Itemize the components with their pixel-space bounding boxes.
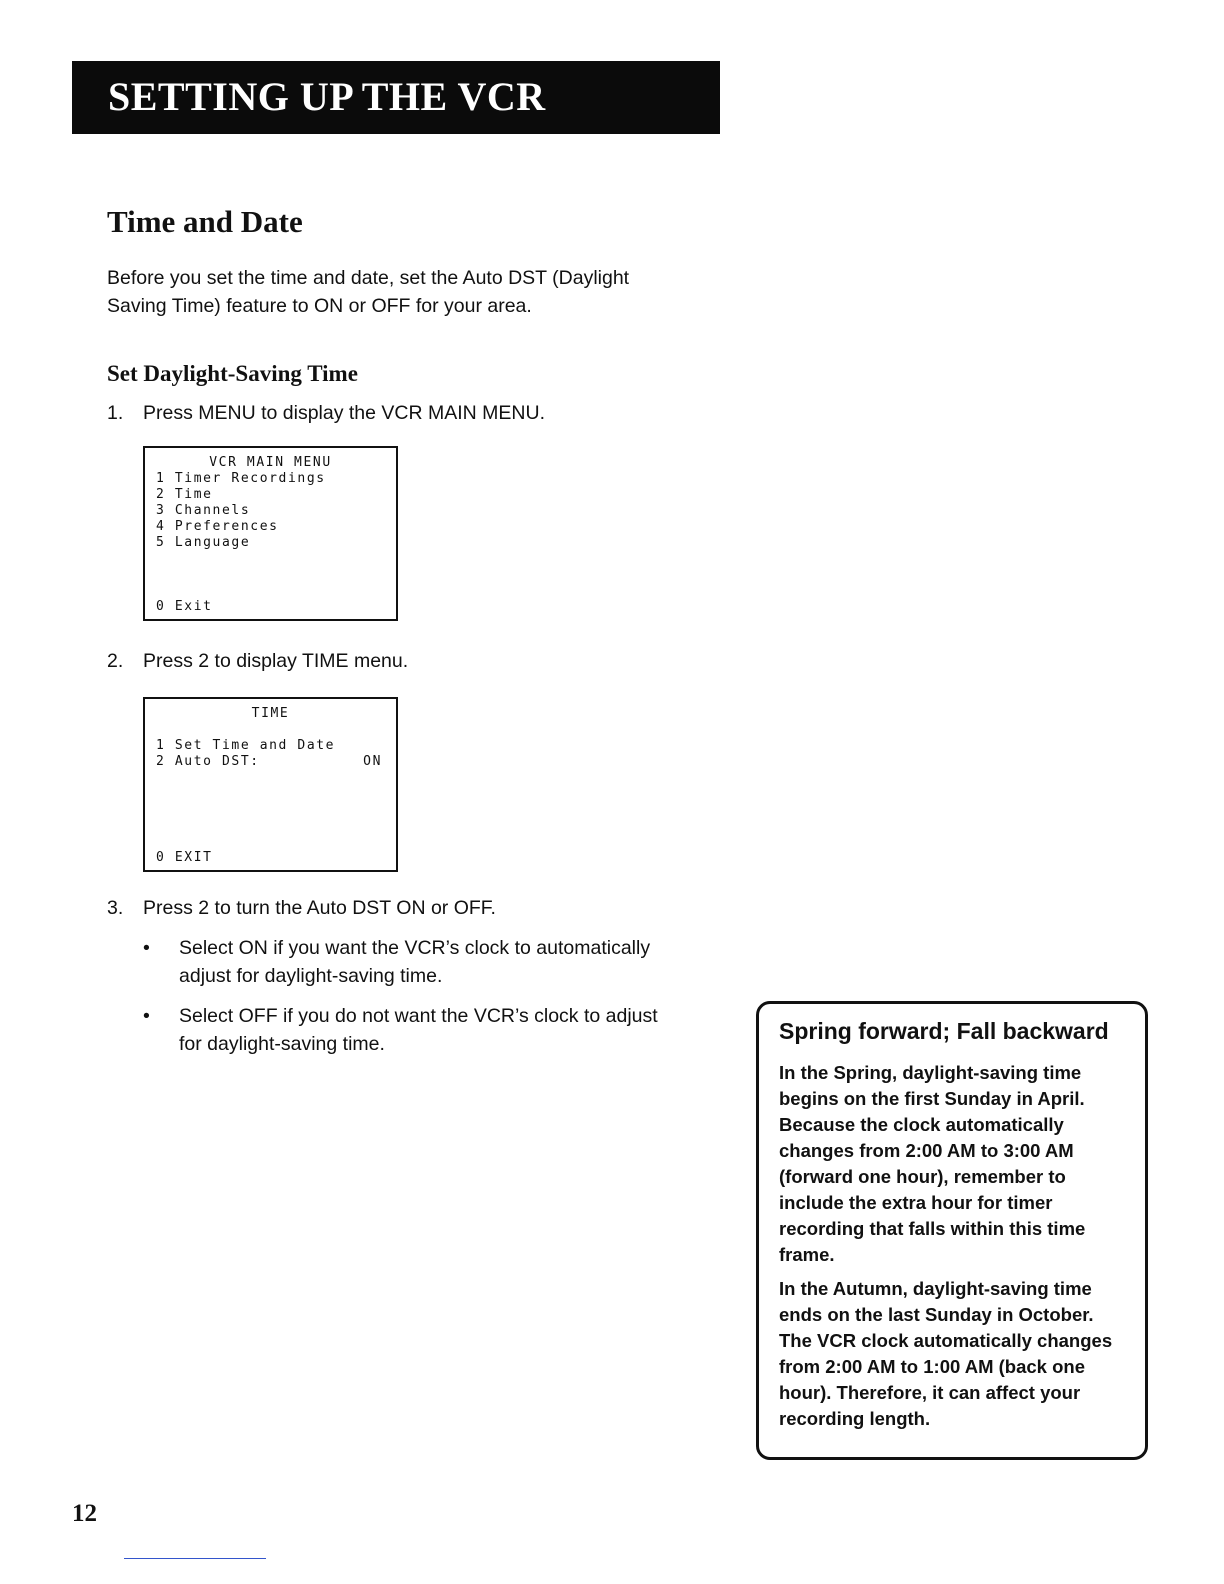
step-number: 2.: [107, 650, 124, 672]
step-number: 1.: [107, 402, 124, 424]
menu-exit: 0 Exit: [156, 599, 213, 614]
bullet-icon: •: [143, 937, 150, 959]
bullet-text: [179, 1002, 703, 1058]
sidebar-title: Spring forward; Fall backward: [779, 1018, 1109, 1044]
menu-item: 5 Language: [156, 535, 251, 550]
step-text: Press 2 to display TIME menu.: [143, 650, 409, 672]
sidebar-line: hour). Therefore, it can affect your: [779, 1382, 1081, 1403]
sidebar-line: from 2:00 AM to 1:00 AM (back one: [779, 1356, 1085, 1377]
step-3: [107, 894, 496, 922]
step-text: Press MENU to display the VCR MAIN MENU.: [143, 402, 546, 424]
section-title: Time and Date: [107, 204, 303, 239]
intro-line: Before you set the time and date, set the Auto DST (Daylight: [107, 267, 630, 289]
bullet-line: Select ON if you want the VCR’s clock to automatically: [179, 937, 651, 959]
menu-item: 2 Time: [156, 487, 213, 502]
intro-paragraph: [107, 264, 707, 320]
sidebar-line: In the Spring, daylight-saving time: [779, 1062, 1082, 1083]
sidebar-line: recording length.: [779, 1408, 931, 1429]
bullet-text: [179, 934, 703, 990]
sidebar-line: In the Autumn, daylight-saving time: [779, 1278, 1092, 1299]
page-header-title: SETTING UP THE VCR: [108, 74, 546, 119]
bullet-item: [143, 1002, 703, 1058]
screen-title: TIME: [251, 706, 290, 721]
main-menu-screen: [143, 446, 398, 621]
menu-item: 1 Set Time and Date: [156, 738, 336, 753]
step-2: [107, 647, 408, 675]
screen-title: VCR MAIN MENU: [209, 455, 332, 470]
bullet-line: for daylight-saving time.: [179, 1033, 385, 1055]
step-number: 3.: [107, 897, 124, 919]
auto-dst-value: ON: [363, 754, 382, 769]
footer-rule: [124, 1558, 266, 1559]
page-number: 12: [72, 1500, 97, 1527]
intro-line: Saving Time) feature to ON or OFF for your area.: [107, 295, 532, 317]
sidebar-line: Because the clock automatically: [779, 1114, 1064, 1135]
menu-item: 4 Preferences: [156, 519, 279, 534]
sidebar-line: begins on the first Sunday in April.: [779, 1088, 1085, 1109]
sidebar-line: include the extra hour for timer: [779, 1192, 1053, 1213]
menu-item: 3 Channels: [156, 503, 251, 518]
bullet-item: [143, 934, 703, 990]
menu-item: 1 Timer Recordings: [156, 471, 326, 486]
header-bar: [72, 61, 720, 134]
sidebar-line: The VCR clock automatically changes: [779, 1330, 1113, 1351]
sidebar-box: [756, 1001, 1148, 1460]
sidebar-line: (forward one hour), remember to: [779, 1166, 1066, 1187]
sidebar-line: ends on the last Sunday in October.: [779, 1304, 1094, 1325]
sidebar-line: recording that falls within this time: [779, 1218, 1086, 1239]
subsection-title: Set Daylight-Saving Time: [107, 361, 358, 386]
step-1: [107, 399, 545, 427]
bullet-line: Select OFF if you do not want the VCR’s clock to adjust: [179, 1005, 658, 1027]
bullet-line: adjust for daylight-saving time.: [179, 965, 443, 987]
sidebar-line: frame.: [779, 1244, 835, 1265]
step-text: Press 2 to turn the Auto DST ON or OFF.: [143, 897, 496, 919]
sidebar-line: changes from 2:00 AM to 3:00 AM: [779, 1140, 1074, 1161]
sidebar-paragraph-spring: [779, 1060, 1139, 1268]
time-menu-screen: [143, 697, 398, 872]
menu-item: 2 Auto DST:: [156, 754, 260, 769]
menu-exit: 0 EXIT: [156, 850, 213, 865]
sidebar-paragraph-autumn: [779, 1276, 1139, 1432]
bullet-icon: •: [143, 1005, 150, 1027]
